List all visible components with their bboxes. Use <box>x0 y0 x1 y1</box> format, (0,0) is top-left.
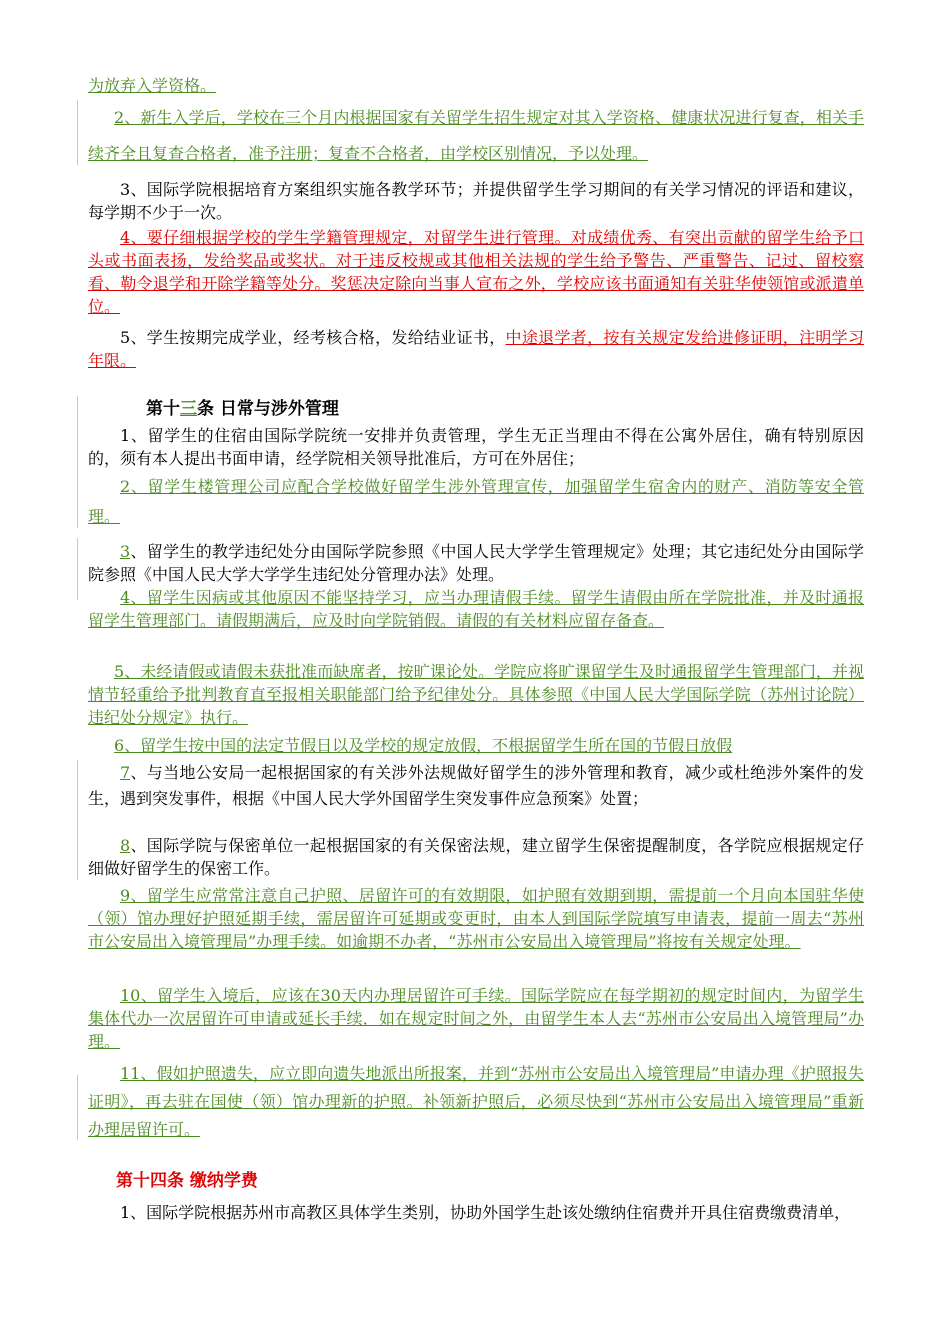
paragraph-13-5-absence: 5、未经请假或请假未获批准而缺席者，按旷课论处。学院应将旷课留学生及时通报留学生管理部门，并视情节轻重给予批判教育直至报相关职能部门给予纪律处分。具体参照《中国人民大学国际学院（苏州讨论院）违纪处分规定》执行。 <box>88 662 864 727</box>
paragraph-13-1-housing: 1、留学生的住宿由国际学院统一安排并负责管理，学生无正当理由不得在公寓外居住，确有特别原因的，须有本人提出书面申请，经学院相关领导批准后，方可在外居住； <box>88 426 864 468</box>
revision-bar <box>77 538 78 600</box>
revision-bar <box>77 1075 78 1140</box>
article-13-heading-c: 条 日常与涉外管理 <box>197 399 339 419</box>
paragraph-3-teaching: 3、国际学院根据培育方案组织实施各教学环节；并提供留学生学习期间的有关学习情况的评语和建议，每学期不少于一次。 <box>88 180 864 222</box>
paragraph-admission-tail: 为放弃入学资格。 <box>88 76 217 95</box>
revision-bar <box>77 760 78 880</box>
paragraph-13-2-dorm-safety: 2、留学生楼管理公司应配合学校做好留学生涉外管理宣传，加强留学生宿舍内的财产、消防等安全管理。 <box>88 477 864 526</box>
paragraph-14-1-fees: 1、国际学院根据苏州市高教区具体学生类别，协助外国学生赴该处缴纳住宿费并开具住宿费缴费清单， <box>120 1203 851 1222</box>
item-3-number: 3 <box>120 542 131 561</box>
paragraph-2-review: 2、新生入学后，学校在三个月内根据国家有关留学生招生规定对其入学资格、健康状况进行复查，相关手续齐全且复查合格者，准予注册；复查不合格者，由学校区别情况，予以处理。 <box>88 108 864 163</box>
paragraph-13-6-holidays: 6、留学生按中国的法定节假日以及学校的规定放假，不根据留学生所在国的节假日放假 <box>114 736 733 755</box>
completion-text: 5、学生按期完成学业，经考核合格，发给结业证书， <box>120 328 506 347</box>
item-8-number: 8 <box>120 836 131 855</box>
revision-bar <box>77 100 78 165</box>
item-7-text: 、与当地公安局一起根据国家的有关涉外法规做好留学生的涉外管理和教育，减少或杜绝涉外案件的发生，遇到突发事件，根据《中国人民大学外国留学生突发事件应急预案》处置； <box>88 763 864 808</box>
article-14-heading: 第十四条 缴纳学费 <box>116 1171 258 1191</box>
revision-bar <box>77 396 78 528</box>
paragraph-5-completion <box>88 326 864 372</box>
paragraph-13-8-confidential <box>88 834 864 880</box>
paragraph-13-10-residence: 10、留学生入境后，应该在30天内办理居留许可手续。国际学院应在每学期初的规定时间内，为留学生集体代办一次居留许可申请或延长手续．如在规定时间之外，由留学生本人去“苏州市公安局出入境管理局”办理。 <box>88 986 864 1051</box>
article-13-heading <box>146 398 746 421</box>
dropout-text: 中途退学者，按有关规定发给进修证明，注明学习年限。 <box>88 328 864 370</box>
item-7-number: 7 <box>120 763 131 782</box>
paragraph-13-11-lost-passport: 11、假如护照遗失，应立即向遗失地派出所报案，并到“苏州市公安局出入境管理局”申请办理《护照报失证明》，再去驻在国使（领）馆办理新的护照。补领新护照后，必须尽快到“苏州市公安局出入境管理局”重新办理居留许可。 <box>88 1064 864 1139</box>
paragraph-13-7-public-security <box>88 760 864 812</box>
paragraph-13-9-passport: 9、留学生应常常注意自己护照、居留许可的有效期限，如护照有效期到期，需提前一个月向本国驻华使（领）馆办理好护照延期手续，需居留许可延期或变更时，由本人到国际学院填写申请表，提前一周去“苏州市公安局出入境管理局”办理手续。如逾期不办者，“苏州市公安局出入境管理局”将按有关规定处理。 <box>88 886 864 951</box>
article-13-heading-a: 第十 <box>146 399 180 419</box>
item-8-text: 、国际学院与保密单位一起根据国家的有关保密法规，建立留学生保密提醒制度，各学院应根据规定仔细做好留学生的保密工作。 <box>88 836 864 878</box>
article-13-heading-num: 三 <box>180 399 197 419</box>
paragraph-13-4-leave: 4、留学生因病或其他原因不能坚持学习，应当办理请假手续。留学生请假由所在学院批准，并及时通报留学生管理部门。请假期满后，应及时向学院销假。请假的有关材料应留存备查。 <box>88 588 864 630</box>
paragraph-13-3-discipline <box>88 540 864 586</box>
item-3-text: 、留学生的教学违纪处分由国际学院参照《中国人民大学学生管理规定》处理；其它违纪处分由国际学院参照《中国人民大学大学学生违纪处分管理办法》处理。 <box>88 542 864 584</box>
paragraph-4-enrollment: 4、要仔细根据学校的学生学籍管理规定，对留学生进行管理。对成绩优秀、有突出贡献的留学生给予口头或书面表扬，发给奖品或奖状。对于违反校规或其他相关法规的学生给予警告、严重警告、记过、留校察看、勒令退学和开除学籍等处分。奖惩决定除向当事人宣布之外，学校应该书面通知有关驻华使领馆或派遣单位。 <box>88 228 864 316</box>
